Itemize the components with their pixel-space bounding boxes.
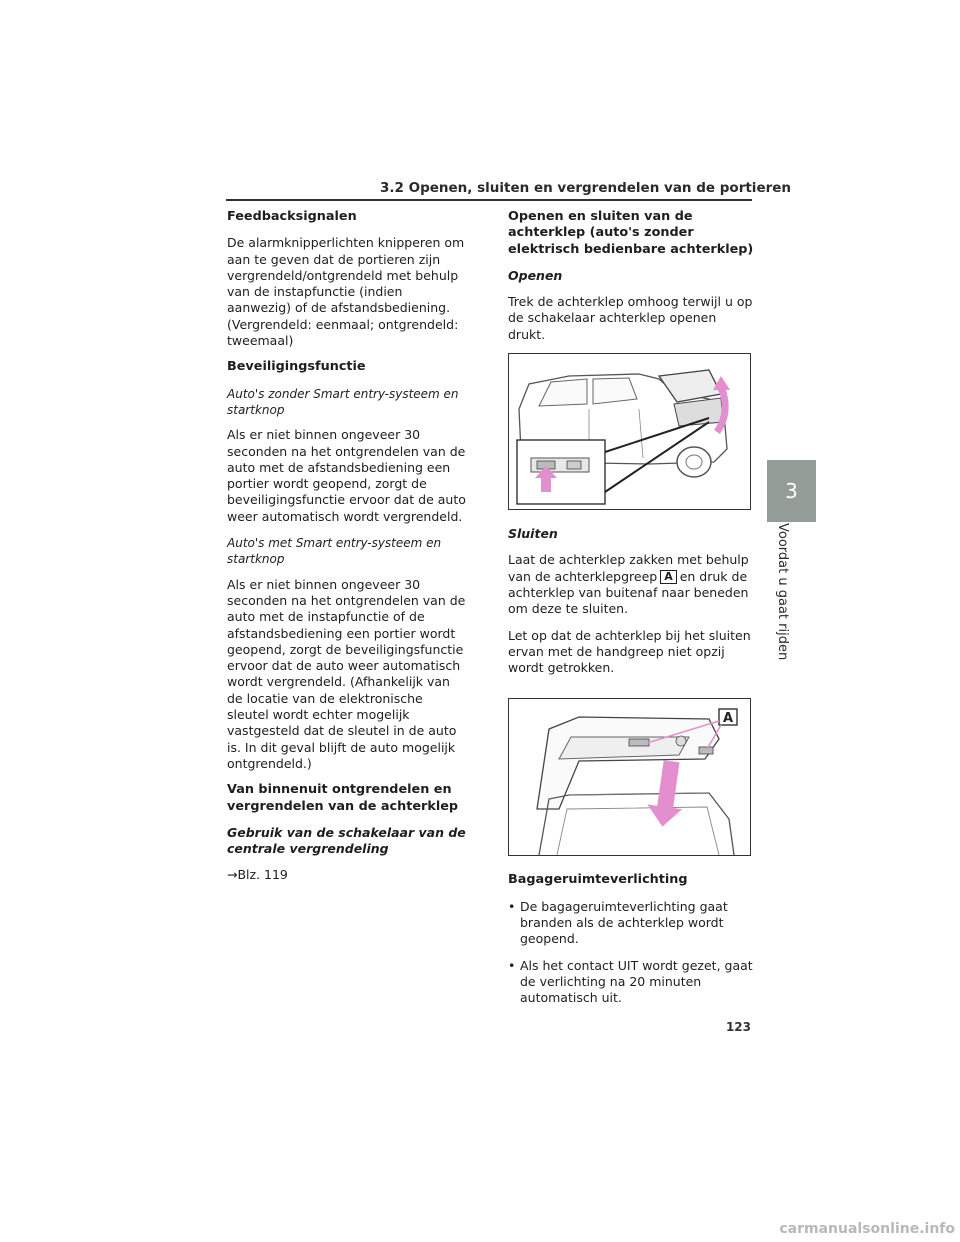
list-item-text: Als het contact UIT wordt gezet, gaat de verlichting na 20 minuten automatisch uit. [520,957,753,1006]
close-text-part-1: Laat de achterklep zakken met behulp van de achterklepgreep [508,552,749,584]
list-item-text: De bagageruimteverlichting gaat branden als de achterklep wordt geopend. [520,898,728,947]
security-text-with-smart-entry: Als er niet binnen ongeveer 30 seconden na het ontgrendelen van de auto met de instapfunctie of de afstandsbediening een portier wordt geopend, zorgt de beveiligingsfunctie ervoor dat de auto weer automatisch wordt vergrendeld. (Afhankelijk van de locatie van de elektronische sleutel wordt echter mogelijk vastgesteld dat de sleutel in de auto is. In dit geval blijft de auto mogelijk ontgrendeld.) [227,576,466,771]
chapter-tab-label: Voordat u gaat rijden [775,523,790,661]
close-note: Let op dat de achterklep bij het sluiten ervan met de handgreep niet opzij wordt getrokken. [508,627,751,676]
central-lock-subheading: Gebruik van de schakelaar van de centrale vergrendeling [227,824,466,857]
open-subheading: Openen [508,267,563,283]
list-item: • Als het contact UIT wordt gezet, gaat de verlichting na 20 minuten automatisch uit. [508,957,753,1006]
label-a-badge: A [660,570,677,584]
tailgate-close-illustration [508,698,751,856]
cargo-light-title: Bagageruimteverlichting [508,872,688,888]
chapter-tab: 3 [767,460,816,522]
right-column [508,209,756,1017]
subheading-with-smart-entry: Auto's met Smart entry-systeem en startknop [227,536,442,567]
close-text [508,552,756,617]
watermark: carmanualsonline.info [779,1221,955,1237]
list-item: • De bagageruimteverlichting gaat branden als de achterklep wordt geopend. [508,898,728,947]
subheading-without-smart-entry: Auto's zonder Smart entry-systeem en startknop [227,386,459,417]
left-column [227,209,467,894]
page-number: 123 [725,1020,751,1034]
header-rule [226,199,752,201]
open-text: Trek de achterklep omhoog terwijl u op de schakelaar achterklep openen drukt. [508,294,753,342]
inside-unlock-title: Van binnenuit ontgrendelen en vergrendelen van de achterklep [227,782,459,814]
tailgate-open-illustration [508,353,751,510]
feedback-title: Feedbacksignalen [227,209,357,224]
page-reference: →Blz. 119 [227,867,288,883]
cargo-light-list [508,899,756,1007]
close-subheading: Sluiten [508,526,558,542]
feedback-text: De alarmknipperlichten knipperen om aan te geven dat de portieren zijn vergrendeld/ontgrendeld met behulp van de instapfunctie (indien aanwezig) of de afstandsbediening. (Vergrendeld: eenmaal; ontgrendeld: tweemaal) [227,235,465,349]
security-title: Beveiligingsfunctie [227,359,366,375]
tailgate-title: Openen en sluiten van de achterklep (auto's zonder elektrisch bedienbare achterklep) [508,209,754,257]
close-text-part-2: en druk de achterklep van buitenaf naar beneden om deze te sluiten. [508,568,749,617]
fig2-label-a: A [722,711,734,727]
security-text-without-smart-entry: Als er niet binnen ongeveer 30 seconden na het ontgrendelen van de auto met de afstandsbediening een portier wordt geopend, zorgt de beveiligingsfunctie ervoor dat de auto weer automatisch wordt vergrendeld. [227,427,466,524]
section-header: 3.2 Openen, sluiten en vergrendelen van de portieren [380,180,792,196]
